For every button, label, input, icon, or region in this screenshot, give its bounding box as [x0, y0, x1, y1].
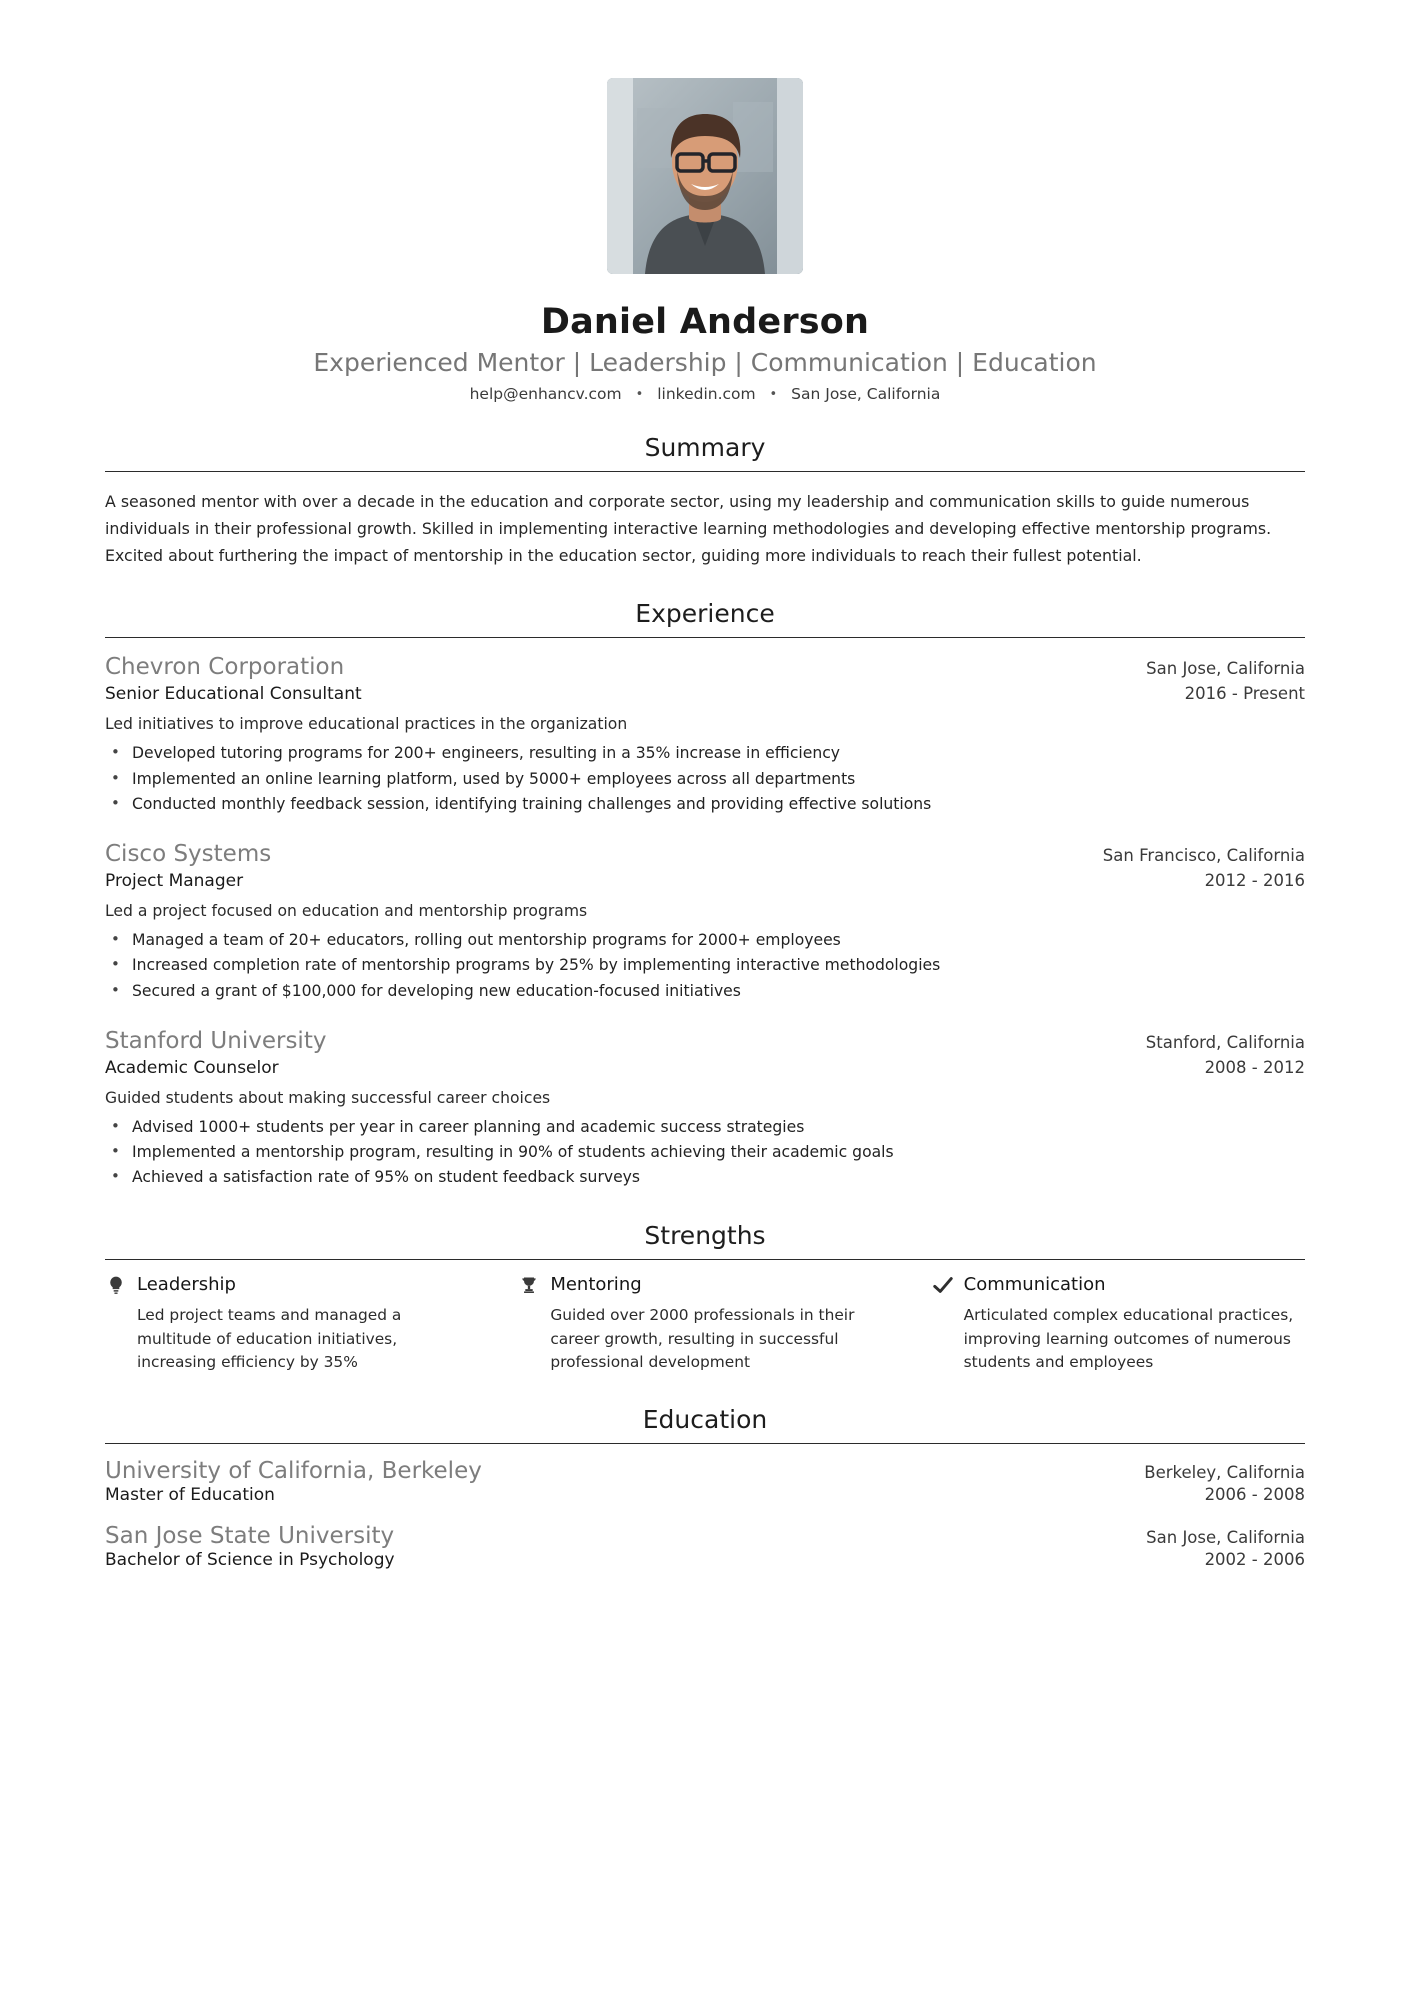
contact-line	[105, 385, 1305, 403]
school-location: Berkeley, California	[1144, 1463, 1305, 1483]
job-bullet: • Implemented an online learning platform, used by 5000+ employees across all departments	[105, 767, 1305, 792]
job-description: Led initiatives to improve educational practices in the organization	[105, 715, 628, 734]
strength-item	[518, 1274, 891, 1376]
lightbulb-icon	[105, 1274, 127, 1296]
job-dates: 2012 - 2016	[1204, 871, 1305, 891]
job-bullets	[105, 928, 1305, 1004]
trophy-icon	[518, 1274, 540, 1296]
contact-separator: •	[635, 387, 644, 402]
school-name: San Jose State University	[105, 1523, 395, 1550]
education-item	[105, 1458, 1305, 1505]
resume-header	[105, 0, 1305, 403]
school-name: University of California, Berkeley	[105, 1458, 482, 1485]
strength-name: Leadership	[137, 1274, 236, 1296]
strength-item	[105, 1274, 478, 1376]
contact-linkedin[interactable]: linkedin.com	[657, 385, 756, 403]
education-item	[105, 1523, 1305, 1570]
job-bullet: • Secured a grant of $100,000 for developing new education-focused initiatives	[105, 979, 1305, 1004]
job-title: Academic Counselor	[105, 1057, 279, 1078]
section-strengths	[105, 1221, 1305, 1376]
section-title-summary: Summary	[644, 433, 766, 462]
summary-text: A seasoned mentor with over a decade in the education and corporate sector, using my leadership and communication skills to guide numerous individuals in their professional growth. Skilled in implementing interactive learning methodologies and developing effective mentorship programs. Excited about furthering the impact of mentorship in the education sector, guiding more individuals to reach their fullest potential.	[105, 491, 1272, 566]
section-divider	[105, 471, 1305, 472]
section-title-experience: Experience	[635, 599, 775, 629]
checkmark-icon	[932, 1274, 954, 1296]
section-summary	[105, 433, 1305, 569]
section-divider	[105, 637, 1305, 638]
experience-item	[105, 652, 1305, 817]
job-bullet: • Increased completion rate of mentorship programs by 25% by implementing interactive methodologies	[105, 953, 1305, 978]
job-bullet: • Implemented a mentorship program, resulting in 90% of students achieving their academic goals	[105, 1140, 1305, 1165]
job-dates: 2008 - 2012	[1204, 1057, 1305, 1077]
job-description: Guided students about making successful career choices	[105, 1088, 551, 1107]
experience-item	[105, 1026, 1305, 1191]
employer-location: San Francisco, California	[1102, 846, 1305, 866]
job-description: Led a project focused on education and mentorship programs	[105, 902, 588, 921]
job-bullets	[105, 741, 1305, 817]
strength-name: Communication	[963, 1274, 1106, 1296]
contact-location: San Jose, California	[791, 385, 941, 403]
degree-dates: 2002 - 2006	[1204, 1550, 1305, 1570]
job-title: Senior Educational Consultant	[105, 684, 362, 705]
job-bullet: • Advised 1000+ students per year in career planning and academic success strategies	[105, 1115, 1305, 1140]
strength-description: Guided over 2000 professionals in their career growth, resulting in successful professional development	[550, 1305, 855, 1372]
headline: Experienced Mentor | Leadership | Communication | Education	[313, 348, 1097, 377]
section-experience	[105, 599, 1305, 1190]
strength-description: Articulated complex educational practices, improving learning outcomes of numerous students and employees	[963, 1305, 1294, 1372]
degree-name: Bachelor of Science in Psychology	[105, 1550, 395, 1571]
section-education	[105, 1405, 1305, 1570]
degree-name: Master of Education	[105, 1485, 275, 1506]
job-bullets	[105, 1115, 1305, 1191]
employer-name: Cisco Systems	[105, 841, 272, 868]
section-title-strengths: Strengths	[644, 1220, 766, 1250]
section-title-education: Education	[642, 1405, 768, 1435]
section-divider	[105, 1259, 1305, 1260]
section-divider	[105, 1443, 1305, 1444]
job-dates: 2016 - Present	[1184, 684, 1305, 704]
strength-item	[932, 1274, 1305, 1376]
experience-item	[105, 839, 1305, 1004]
contact-email[interactable]: help@enhancv.com	[469, 385, 622, 403]
job-bullet: • Developed tutoring programs for 200+ engineers, resulting in a 35% increase in efficiency	[105, 741, 1305, 766]
avatar	[607, 78, 803, 274]
job-title: Project Manager	[105, 871, 244, 892]
degree-dates: 2006 - 2008	[1204, 1485, 1305, 1505]
page-title: Daniel Anderson	[540, 302, 870, 342]
strengths-grid	[105, 1274, 1305, 1376]
strength-name: Mentoring	[550, 1274, 642, 1296]
employer-name: Chevron Corporation	[105, 654, 345, 681]
strength-description: Led project teams and managed a multitude of education initiatives, increasing efficiency by 35%	[137, 1305, 402, 1372]
school-location: San Jose, California	[1146, 1528, 1305, 1548]
job-bullet: • Achieved a satisfaction rate of 95% on student feedback surveys	[105, 1165, 1305, 1190]
contact-separator: •	[769, 387, 778, 402]
employer-location: Stanford, California	[1145, 1032, 1305, 1052]
job-bullet: • Managed a team of 20+ educators, rolling out mentorship programs for 2000+ employees	[105, 928, 1305, 953]
job-bullet: • Conducted monthly feedback session, identifying training challenges and providing effective solutions	[105, 792, 1305, 817]
employer-location: San Jose, California	[1146, 659, 1305, 679]
employer-name: Stanford University	[105, 1027, 327, 1054]
